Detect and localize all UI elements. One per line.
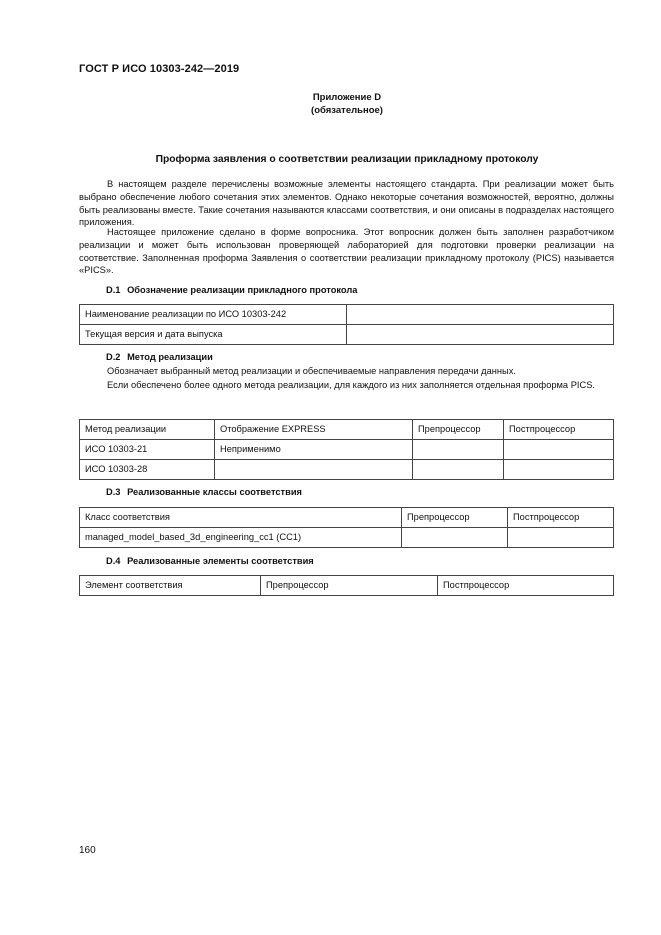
d3-cell: managed_model_based_3d_engineering_cc1 (CC1): [80, 528, 402, 548]
intro-paragraph-2: Настоящее приложение сделано в форме вопросника. Этот вопросник должен быть заполнен разработчиком реализации и может быть использован проверяющей лабораторией для подготовки проверки реализации на соответствие. Заполненная проформа Заявления о соответствии реализации прикладному протоколу (PICS) называется «PICS».: [79, 227, 614, 276]
section-d3-title: Реализованные классы соответствия: [127, 487, 302, 497]
table-row: [80, 440, 614, 460]
d2-header-cell: Метод реализации: [80, 420, 215, 440]
section-d1-title: Обозначение реализации прикладного протокола: [127, 285, 358, 295]
d1-cell-label: Текущая версия и дата выпуска: [80, 325, 347, 345]
d1-cell-value: [347, 325, 614, 345]
d3-header-cell: Препроцессор: [402, 508, 508, 528]
table-row: [80, 325, 614, 345]
d3-header-cell: Класс соответствия: [80, 508, 402, 528]
d2-cell: [413, 440, 504, 460]
intro-paragraph-1: В настоящем разделе перечислены возможные элементы настоящего стандарта. При реализации может быть выбрано обеспечение любого сочетания этих элементов. Однако некоторые сочетания возможностей, вероятно, должны быть реализованы вместе. Такие сочетания называются классами соответствия, и они описаны в подразделах настоящего приложения.: [79, 179, 614, 228]
section-d2-heading: [106, 351, 213, 364]
table-header-row: [80, 420, 614, 440]
section-d2-title: Метод реализации: [127, 352, 213, 362]
d1-table: [79, 304, 614, 345]
section-d3-heading: [106, 486, 302, 499]
table-header-row: [80, 576, 614, 596]
d4-header-cell: Постпроцессор: [438, 576, 614, 596]
main-title: Проформа заявления о соответствии реализации прикладному протоколу: [155, 154, 539, 165]
d4-header-cell: Элемент соответствия: [80, 576, 261, 596]
section-d4-title: Реализованные элементы соответствия: [127, 556, 314, 566]
section-d1-heading: [106, 284, 357, 297]
d1-cell-label: Наименование реализации по ИСО 10303-242: [80, 305, 347, 325]
d4-table: [79, 575, 614, 596]
section-d1-number: D.1: [106, 285, 121, 295]
section-d2-number: D.2: [106, 352, 121, 362]
d3-table: [79, 507, 614, 548]
d2-header-cell: Отображение EXPRESS: [215, 420, 413, 440]
d2-cell: [504, 460, 614, 480]
d2-table: [79, 419, 614, 480]
appendix-status: (обязательное): [311, 105, 383, 116]
d2-cell: [504, 440, 614, 460]
table-header-row: [80, 508, 614, 528]
d2-header-cell: Постпроцессор: [504, 420, 614, 440]
d2-cell: [215, 460, 413, 480]
d2-cell: [413, 460, 504, 480]
d1-cell-value: [347, 305, 614, 325]
d2-header-cell: Препроцессор: [413, 420, 504, 440]
d3-cell: [508, 528, 614, 548]
appendix-title: Приложение D: [312, 92, 382, 103]
section-d4-number: D.4: [106, 556, 121, 566]
table-row: [80, 305, 614, 325]
d2-paragraph-2: Если обеспечено более одного метода реализации, для каждого из них заполняется отдельная проформа PICS.: [107, 380, 595, 390]
d3-cell: [402, 528, 508, 548]
table-row: [80, 460, 614, 480]
d2-cell: ИСО 10303-21: [80, 440, 215, 460]
d4-header-cell: Препроцессор: [261, 576, 438, 596]
section-d4-heading: [106, 555, 314, 568]
d2-cell: ИСО 10303-28: [80, 460, 215, 480]
page-number: 160: [79, 845, 96, 856]
document-code-header: ГОСТ Р ИСО 10303-242—2019: [79, 63, 240, 75]
d2-cell: Неприменимо: [215, 440, 413, 460]
d2-paragraph-1: Обозначает выбранный метод реализации и обеспечиваемые направления передачи данных.: [107, 366, 516, 376]
table-row: [80, 528, 614, 548]
section-d3-number: D.3: [106, 487, 121, 497]
d3-header-cell: Постпроцессор: [508, 508, 614, 528]
